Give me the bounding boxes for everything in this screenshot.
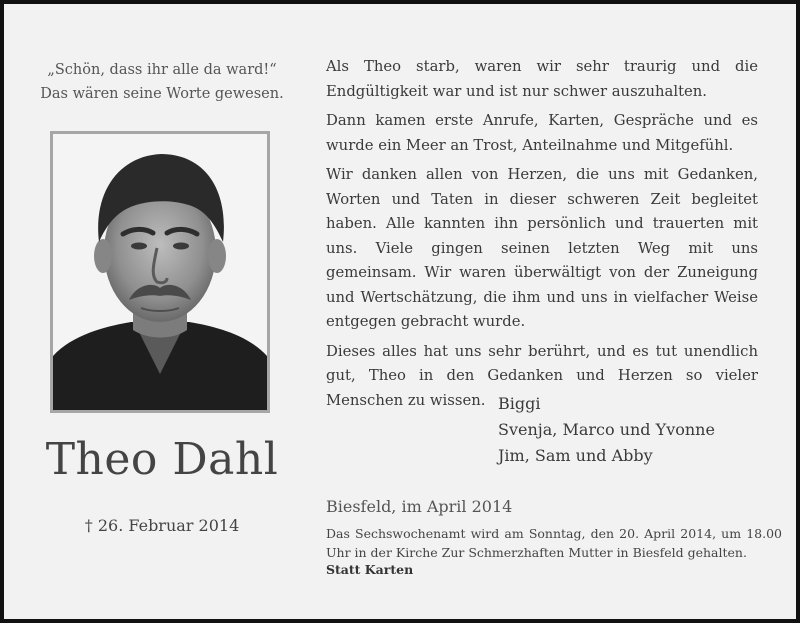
quote-line-2: Das wären seine Worte gewesen. bbox=[40, 86, 284, 102]
gratitude-text bbox=[326, 55, 758, 418]
place-date: Biesfeld, im April 2014 bbox=[326, 497, 513, 516]
service-notice: Das Sechswochenamt wird am Sonntag, den 20. April 2014, um 18.00 Uhr in der Kirche Zur Schmerzhaften Mutter in Biesfeld gehalten. bbox=[326, 526, 782, 560]
quote-line-1: „Schön, dass ihr alle da ward!“ bbox=[47, 62, 277, 78]
signatory: Biggi bbox=[498, 394, 541, 413]
portrait-photo bbox=[50, 131, 270, 413]
statt-karten: Statt Karten bbox=[326, 562, 414, 577]
signatories bbox=[498, 391, 778, 469]
paragraph: Dieses alles hat uns sehr berührt, und es tut unendlich gut, Theo in den Gedanken und Herzen so vieler Menschen zu wissen. bbox=[326, 342, 758, 409]
paragraph: Dann kamen erste Anrufe, Karten, Gespräche und es wurde ein Meer an Trost, Anteilnahme und Mitgefühl. bbox=[326, 112, 758, 154]
paragraph: Als Theo starb, waren wir sehr traurig und die Endgültigkeit war und ist nur schwer auszuhalten. bbox=[326, 58, 758, 100]
memorial-quote bbox=[28, 58, 296, 106]
signatory: Svenja, Marco und Yvonne bbox=[498, 420, 715, 439]
death-date: † 26. Februar 2014 bbox=[84, 516, 240, 535]
paragraph: Wir danken allen von Herzen, die uns mit Gedanken, Worten und Taten in dieser schweren Zeit begleitet haben. Alle kannten ihn persönlich und trauerten mit uns. Viele gingen seinen letzten Weg mit uns gemeinsam. Wir waren überwältigt von der Zuneigung und Wertschätzung, die ihm und uns in vielfacher Weise entgegen gebracht wurde. bbox=[326, 166, 758, 330]
signatory: Jim, Sam und Abby bbox=[498, 446, 653, 465]
deceased-name: Theo Dahl bbox=[45, 434, 279, 485]
portrait-image bbox=[53, 134, 267, 410]
